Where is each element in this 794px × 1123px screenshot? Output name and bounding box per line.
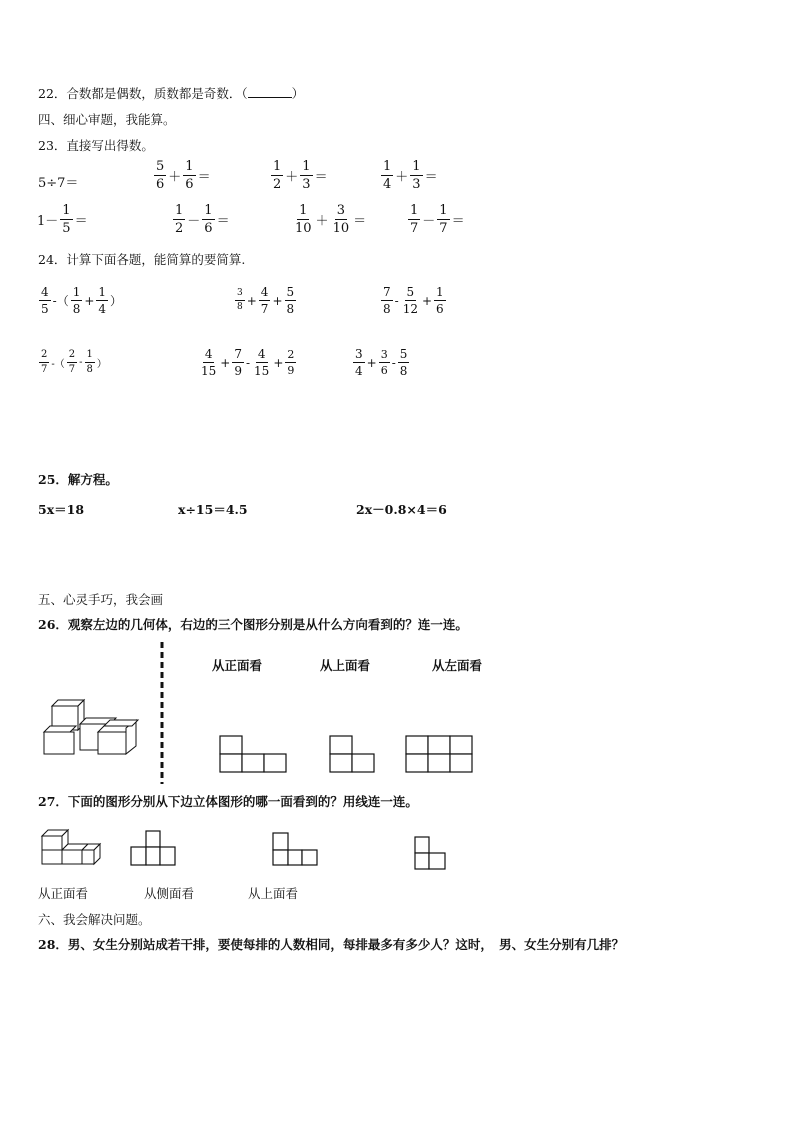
q24-r2-e3: $\frac{3}{4}$ + $\frac{3}{6}$ - $\frac{5}{8}$ [355,347,408,378]
q27-title: 27．下面的图形分别从下边立体图形的哪一面看到的？用线连一连。 [38,794,418,809]
section-5-heading: 五、心灵手巧，我会画 [38,592,164,607]
q26-label-left: 从左面看 [432,658,483,673]
q26-view-c[interactable] [405,735,473,773]
q23-r2-e3: $\frac{1}{10}$ ＋ $\frac{3}{10}$ ＝ [295,203,367,236]
q23-r1-e3: $\frac{1}{2}$ ＋ $\frac{1}{3}$ ＝ [273,159,328,192]
q27-view-b[interactable] [272,832,318,866]
q24-r2-e2: $\frac{4}{15}$ + $\frac{7}{9}$ - $\frac{4}{15}$ + $\frac{2}{9}$ [201,347,295,378]
q23-r1-e1: 5÷7＝ [38,176,79,191]
q24-r1-e2: $\frac{3}{8}$ + $\frac{4}{7}$ + $\frac{5}{8}$ [237,285,295,316]
q27-view-a[interactable] [130,830,176,866]
q23-r1-e2: $\frac{5}{6}$ ＋ $\frac{1}{6}$ ＝ [156,159,211,192]
q27-label-side: 从侧面看 [144,886,195,901]
q27-label-top: 从上面看 [248,886,299,901]
q23-r2-e1: 1－ $\frac{1}{5}$ ＝ [37,203,88,236]
q23-title: 23．直接写出得数。 [38,138,154,153]
q23-r1-e4: $\frac{1}{4}$ ＋ $\frac{1}{3}$ ＝ [383,159,438,192]
q22-text: 22．合数都是偶数，质数都是奇数．（ ） [38,86,305,101]
q26-title: 26．观察左边的几何体，右边的三个图形分别是从什么方向看到的？连一连。 [38,617,468,632]
q26-label-top: 从上面看 [320,658,371,673]
q24-r1-e1: $\frac{4}{5}$ -（ $\frac{1}{8}$ + $\frac{1}{4}$ ） [41,285,123,316]
q27-solid-figure [40,828,102,866]
section-6-heading: 六、我会解决问题。 [38,912,151,927]
q24-r2-e1: $\frac{2}{7}$ -（ $\frac{2}{7}$ - $\frac{1}{8}$ ） [41,349,107,375]
q28-text: 28．男、女生分别站成若干排，要使每排的人数相同，每排最多有多少人？这时， 男、女生分别有几排？ [38,937,625,952]
q25-eq3: 2x－0.8×4＝6 [356,502,447,517]
q26-solid-figure [40,698,145,756]
q25-eq1: 5x＝18 [38,502,85,517]
q26-view-b[interactable] [329,735,375,773]
q23-r2-e2: $\frac{1}{2}$ － $\frac{1}{6}$ ＝ [175,203,230,236]
q27-view-c[interactable] [414,836,446,870]
q23-r2-e4: $\frac{1}{7}$ － $\frac{1}{7}$ ＝ [410,203,465,236]
answer-blank[interactable] [248,85,292,98]
q26-dashed-divider [160,642,164,784]
q25-eq2: x÷15＝4.5 [178,502,248,517]
q27-label-front: 从正面看 [38,886,89,901]
q25-title: 25．解方程。 [38,472,118,487]
q24-r1-e3: $\frac{7}{8}$ - $\frac{5}{12}$ + $\frac{1}{6}$ [383,285,444,316]
q24-title: 24．计算下面各题，能简算的要简算. [38,252,246,267]
q26-view-a[interactable] [219,735,287,773]
section-4-heading: 四、细心审题，我能算。 [38,112,176,127]
q26-label-front: 从正面看 [212,658,263,673]
